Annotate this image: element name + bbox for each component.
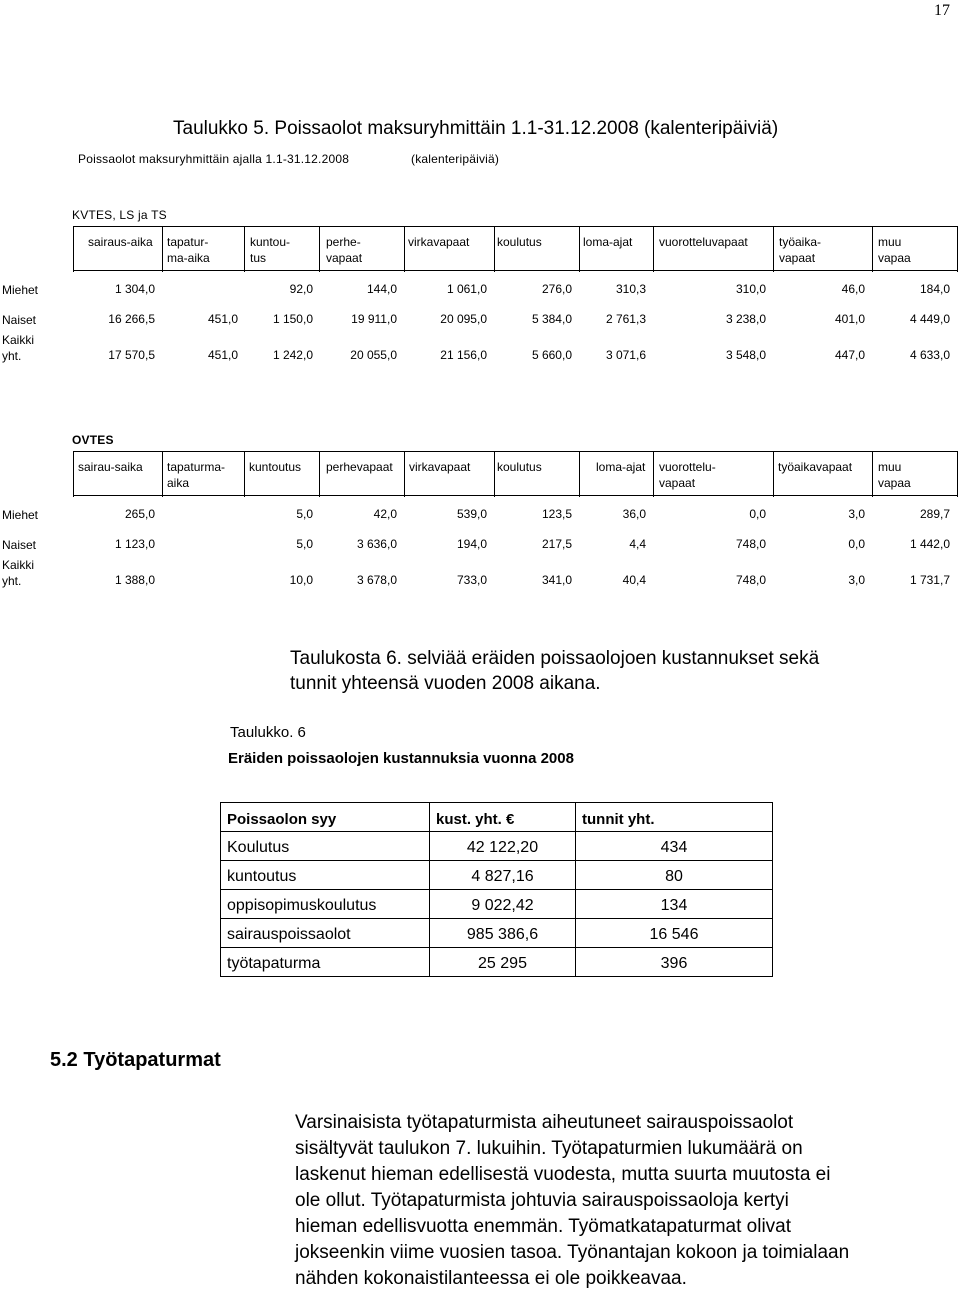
column-divider	[773, 226, 774, 272]
column-divider	[244, 451, 245, 497]
table-cell: 21 156,0	[440, 348, 487, 362]
table-cell: 3 678,0	[356, 573, 397, 587]
table-cell: 1 304,0	[114, 282, 155, 296]
column-header-line: vuorotteluvapaat	[659, 235, 748, 249]
column-header-line: työaika-	[779, 235, 822, 249]
header-rule	[73, 495, 957, 496]
column-divider	[404, 451, 405, 497]
table-cell: 310,3	[615, 282, 646, 296]
body-line: nähden kokonaistilanteessa ei ole poikkeavaa.	[295, 1268, 687, 1289]
table6-cell: 4 827,16	[430, 861, 576, 890]
table6-cell: 985 386,6	[430, 919, 576, 948]
table-row	[221, 890, 773, 919]
table-cell: 2 761,3	[605, 312, 646, 326]
table5-heading: Taulukko 5. Poissaolot maksuryhmittäin 1.1-31.12.2008 (kalenteripäiviä)	[173, 118, 779, 139]
body-line: hieman edellisvuotta enemmän. Työmatkatapaturmat olivat	[295, 1216, 792, 1237]
column-header	[409, 459, 470, 475]
row-label-line: yht.	[2, 349, 22, 363]
column-divider	[494, 451, 495, 497]
table5-subheading-unit: (kalenteripäiviä)	[411, 152, 500, 166]
table-cell: 447,0	[834, 348, 865, 362]
table-cell: 1 388,0	[114, 573, 155, 587]
table6-intro-line: Taulukosta 6. selviää eräiden poissaolojoen kustannukset sekä	[290, 648, 820, 669]
column-divider	[957, 226, 958, 272]
column-header	[596, 459, 645, 475]
column-divider	[653, 451, 654, 497]
table6-cell: 396	[576, 948, 773, 977]
column-header-line: koulutus	[497, 235, 542, 249]
table-cell: 5 384,0	[531, 312, 572, 326]
column-header-line: sairaus-aika	[88, 235, 153, 249]
row-label	[2, 537, 36, 553]
column-header-line: työaikavapaat	[778, 460, 853, 474]
table6-header-cell: Poissaolon syy	[221, 803, 430, 832]
column-header-line: muu	[878, 460, 902, 474]
table-cell: 184,0	[919, 282, 950, 296]
row-label	[2, 332, 34, 364]
table-cell: 310,0	[735, 282, 766, 296]
table6-cell: Koulutus	[221, 832, 430, 861]
table-cell: 4 449,0	[909, 312, 950, 326]
table6-label: Taulukko. 6	[230, 724, 306, 741]
table-cell: 401,0	[834, 312, 865, 326]
column-divider	[872, 451, 873, 497]
body-line: ole ollut. Työtapaturmista johtuvia sairauspoissaoloja kertyi	[295, 1190, 789, 1211]
table6-intro-line: tunnit yhteensä vuoden 2008 aikana.	[290, 673, 601, 694]
row-label-line: Miehet	[2, 283, 39, 297]
page-number: 17	[934, 2, 950, 19]
table6-header-cell	[430, 803, 576, 832]
table-cell: 144,0	[366, 282, 397, 296]
table-cell: 20 055,0	[350, 348, 397, 362]
column-header	[878, 234, 911, 266]
column-divider	[404, 226, 405, 272]
table-cell: 0,0	[848, 537, 865, 551]
row-label-line: yht.	[2, 574, 22, 588]
column-header	[326, 459, 393, 475]
kvtes-title: KVTES, LS ja TS	[72, 208, 167, 222]
table-cell: 733,0	[456, 573, 487, 587]
table-cell: 1 150,0	[272, 312, 313, 326]
column-header-line: tapaturma-	[167, 460, 226, 474]
table-cell: 36,0	[622, 507, 646, 521]
column-header	[167, 234, 210, 266]
table6-cell: 9 022,42	[430, 890, 576, 919]
column-divider	[319, 451, 320, 497]
table-cell: 451,0	[207, 312, 238, 326]
body-line: sisältyvät taulukon 7. lukuihin. Työtapaturmien lukumäärä on	[295, 1138, 803, 1159]
table-cell: 4,4	[629, 537, 646, 551]
column-header	[497, 234, 542, 250]
column-header-line: muu	[878, 235, 902, 249]
column-header	[779, 234, 821, 266]
table6-cell: sairauspoissaolot	[221, 919, 430, 948]
table-cell: 3 238,0	[725, 312, 766, 326]
column-divider	[579, 226, 580, 272]
column-header-line: vapaat	[326, 251, 363, 265]
table-cell: 46,0	[841, 282, 865, 296]
euro-icon: €	[506, 811, 515, 828]
table6	[220, 802, 773, 977]
table-cell: 3 071,6	[605, 348, 646, 362]
row-label-line: Miehet	[2, 508, 39, 522]
table-cell: 17 570,5	[108, 348, 155, 362]
table-cell: 19 911,0	[351, 312, 397, 326]
column-header	[250, 234, 290, 266]
column-header-line: virkavapaat	[409, 460, 471, 474]
table6-cell: 16 546	[576, 919, 773, 948]
column-divider	[162, 226, 163, 272]
row-label	[2, 282, 38, 298]
column-header-line: tapatur-	[167, 235, 209, 249]
column-header-line: aika	[167, 476, 190, 490]
table-cell: 539,0	[456, 507, 487, 521]
table-cell: 3 548,0	[725, 348, 766, 362]
column-header	[167, 459, 225, 491]
table-cell: 1 061,0	[446, 282, 487, 296]
header-rule	[73, 226, 957, 227]
column-divider	[579, 451, 580, 497]
table-cell: 40,4	[622, 573, 646, 587]
row-label	[2, 507, 38, 523]
column-divider	[957, 451, 958, 497]
table-cell: 20 095,0	[440, 312, 487, 326]
column-divider	[653, 226, 654, 272]
column-header-line: vuorottelu-	[659, 460, 716, 474]
table6-cell: 434	[576, 832, 773, 861]
table6-title: Eräiden poissaolojen kustannuksia vuonna 2008	[228, 750, 574, 767]
table-cell: 276,0	[541, 282, 572, 296]
column-header-line: koulutus	[497, 460, 542, 474]
table-cell: 5,0	[296, 507, 313, 521]
section-heading: 5.2 Työtapaturmat	[50, 1049, 221, 1071]
column-header-line: tus	[250, 251, 267, 265]
row-label	[2, 312, 36, 328]
table-cell: 289,7	[919, 507, 950, 521]
table-cell: 217,5	[541, 537, 572, 551]
column-header	[659, 459, 716, 491]
column-header	[326, 234, 362, 266]
header-rule	[73, 270, 957, 271]
table-cell: 1 731,7	[909, 573, 950, 587]
column-header-line: virkavapaat	[408, 235, 470, 249]
column-header-line: perhe-	[326, 235, 361, 249]
table6-header-cell: tunnit yht.	[576, 803, 773, 832]
table-cell: 341,0	[541, 573, 572, 587]
row-label	[2, 557, 34, 589]
table-cell: 451,0	[207, 348, 238, 362]
ovtes-title: OVTES	[72, 433, 114, 447]
column-divider	[494, 226, 495, 272]
table-row	[221, 948, 773, 977]
table-cell: 5,0	[296, 537, 313, 551]
column-header	[408, 234, 469, 250]
table-cell: 1 123,0	[114, 537, 155, 551]
table-cell: 42,0	[373, 507, 397, 521]
column-divider	[319, 226, 320, 272]
table6-cell: 42 122,20	[430, 832, 576, 861]
row-label-line: Naiset	[2, 313, 37, 327]
table-cell: 1 442,0	[909, 537, 950, 551]
column-header	[659, 234, 748, 250]
column-header	[778, 459, 852, 475]
table-cell: 123,5	[541, 507, 572, 521]
column-header-line: loma-ajat	[596, 460, 646, 474]
table-cell: 4 633,0	[909, 348, 950, 362]
table-cell: 16 266,5	[108, 312, 155, 326]
table6-cell: 134	[576, 890, 773, 919]
column-header-line: ma-aika	[167, 251, 210, 265]
table6-cell: 25 295	[430, 948, 576, 977]
column-header	[878, 459, 911, 491]
body-line: jokseenkin viime vuosien tasoa. Työnantajan kokoon ja toimialaan	[295, 1242, 850, 1263]
table-cell: 3 636,0	[356, 537, 397, 551]
column-divider	[73, 451, 74, 497]
table-cell: 748,0	[735, 573, 766, 587]
column-header	[249, 459, 301, 475]
column-header-line: loma-ajat	[583, 235, 633, 249]
table6-cell: oppisopimuskoulutus	[221, 890, 430, 919]
column-header-line: perhevapaat	[326, 460, 393, 474]
table6-cell: työtapaturma	[221, 948, 430, 977]
table6-cell: 80	[576, 861, 773, 890]
column-header-line: vapaat	[659, 476, 696, 490]
table6-intro	[290, 646, 819, 696]
table-cell: 748,0	[735, 537, 766, 551]
column-divider	[244, 226, 245, 272]
table-cell: 3,0	[848, 573, 865, 587]
table6-cell: kuntoutus	[221, 861, 430, 890]
column-divider	[773, 451, 774, 497]
body-line: Varsinaisista työtapaturmista aiheutuneet sairauspoissaolot	[295, 1112, 794, 1133]
row-label-line: Kaikki	[2, 558, 35, 572]
table6-header-text: kust. yht.	[436, 811, 507, 828]
table-cell: 3,0	[848, 507, 865, 521]
table-cell: 0,0	[749, 507, 766, 521]
column-header-line: kuntoutus	[249, 460, 302, 474]
body-line: laskenut hieman edellisestä vuodesta, mutta suurta muutosta ei	[295, 1164, 831, 1185]
column-header	[497, 459, 542, 475]
column-header-line: kuntou-	[250, 235, 291, 249]
column-header-line: vapaa	[878, 476, 911, 490]
column-divider	[162, 451, 163, 497]
table-cell: 92,0	[289, 282, 313, 296]
column-header-line: sairau-saika	[78, 460, 143, 474]
column-header	[78, 459, 143, 475]
row-label-line: Naiset	[2, 538, 37, 552]
table6-header-row	[221, 803, 773, 832]
row-label-line: Kaikki	[2, 333, 35, 347]
column-header-line: vapaa	[878, 251, 911, 265]
body-paragraph	[295, 1110, 955, 1292]
table-cell: 194,0	[456, 537, 487, 551]
table-cell: 10,0	[289, 573, 313, 587]
table-cell: 265,0	[124, 507, 155, 521]
column-divider	[872, 226, 873, 272]
table-cell: 5 660,0	[531, 348, 572, 362]
table-row	[221, 861, 773, 890]
column-header	[88, 234, 153, 250]
header-rule	[73, 451, 957, 452]
column-header	[583, 234, 632, 250]
column-divider	[73, 226, 74, 272]
column-header-line: vapaat	[779, 251, 816, 265]
table-cell: 1 242,0	[272, 348, 313, 362]
table-row	[221, 919, 773, 948]
table5-subheading: Poissaolot maksuryhmittäin ajalla 1.1-31.12.2008	[78, 152, 350, 166]
table-row	[221, 832, 773, 861]
